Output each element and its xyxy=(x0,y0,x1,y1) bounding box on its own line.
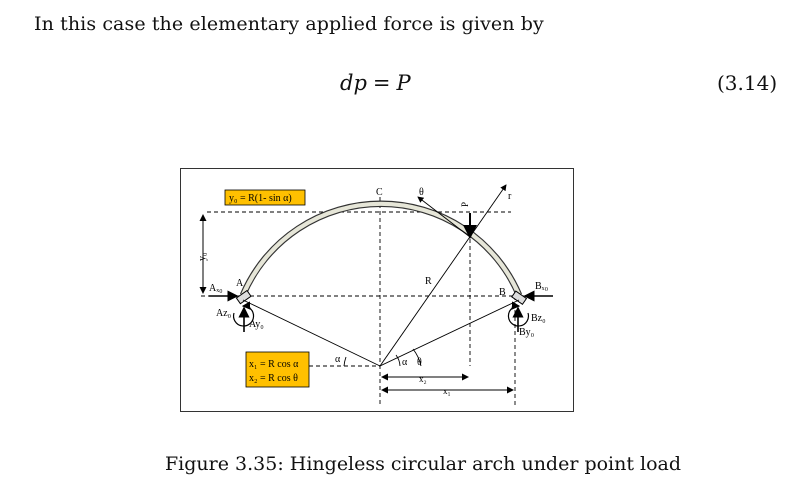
label-theta-top: θ xyxy=(419,187,424,198)
x2-formula: x₂ = R cos θ xyxy=(249,373,298,384)
label-alpha-center: α xyxy=(402,357,408,368)
arch-rib-outline xyxy=(243,201,519,295)
x1-formula: x₁ = R cos α xyxy=(249,359,299,370)
radius-right xyxy=(380,300,519,366)
equation-operator: = xyxy=(372,71,391,95)
equation-rhs: P xyxy=(396,71,411,95)
arch-diagram xyxy=(181,169,573,411)
alpha-left-arc xyxy=(344,357,346,366)
equation-number: (3.14) xyxy=(717,71,778,95)
label-x2: x₂ xyxy=(419,374,427,384)
label-Axo: Aₓ₀ xyxy=(209,283,223,294)
label-C: C xyxy=(376,187,383,198)
support-A xyxy=(236,291,251,304)
label-Azo: Az₀ xyxy=(216,308,232,319)
intro-paragraph: In this case the elementary applied force is given by xyxy=(34,13,544,35)
label-r: r xyxy=(508,191,512,202)
arch-rib xyxy=(243,201,519,295)
label-R: R xyxy=(425,276,432,287)
label-theta-center: θ xyxy=(417,357,422,368)
equation xyxy=(340,71,411,95)
label-x1: x₁ xyxy=(443,386,451,396)
label-A: A xyxy=(236,278,244,289)
label-B: B xyxy=(499,287,506,298)
label-Bzo: Bz₀ xyxy=(531,313,546,324)
label-Ayo: Ay₀ xyxy=(249,319,264,330)
label-y0: y₀ xyxy=(197,252,208,261)
figure-caption: Figure 3.35: Hingeless circular arch under point load xyxy=(165,453,682,475)
y0-formula: y₀ = R(1- sin α) xyxy=(229,193,292,204)
arch-figure xyxy=(180,168,574,412)
label-alpha-left: α xyxy=(335,354,341,365)
label-P: P xyxy=(460,201,470,207)
label-Bxo: Bₓ₀ xyxy=(535,281,549,292)
equation-lhs: dp xyxy=(340,71,367,95)
label-Byo: By₀ xyxy=(519,327,535,338)
